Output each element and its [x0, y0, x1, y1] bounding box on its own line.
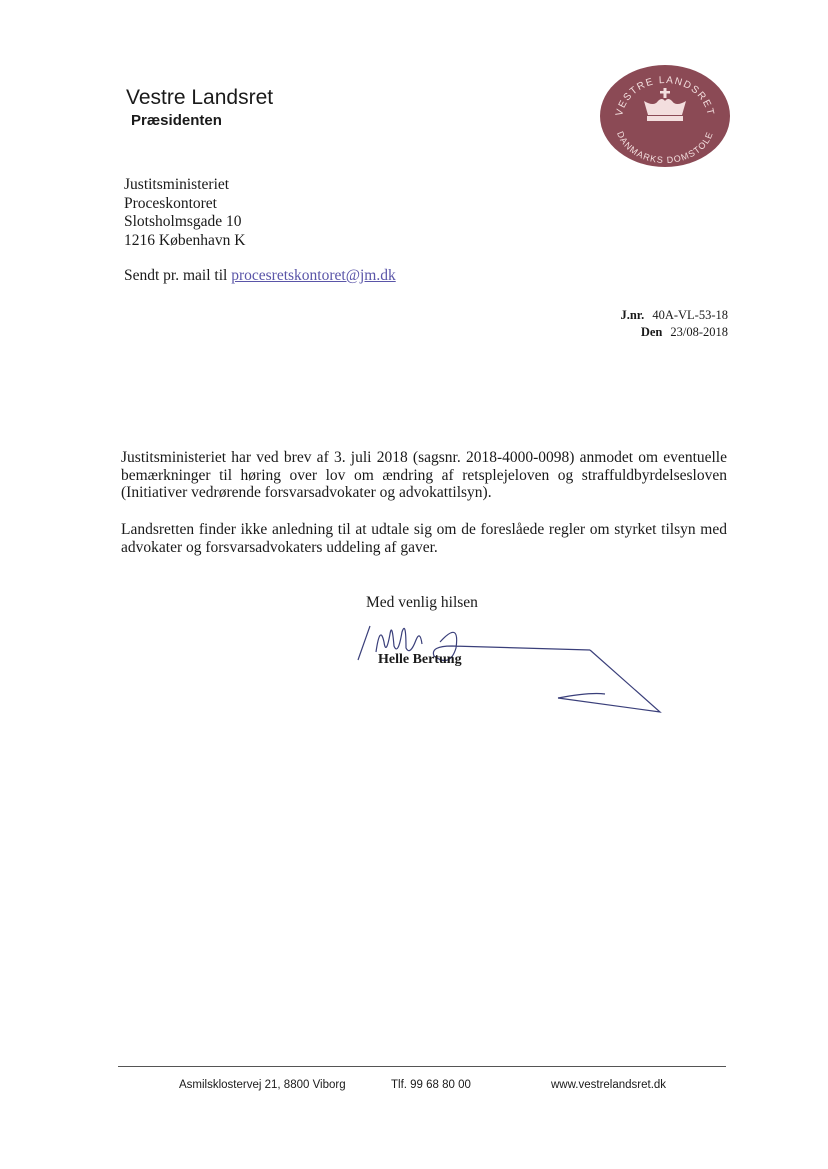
- body-paragraph: Landsretten finder ikke anledning til at udtale sig om de foreslåede regler om styrket tilsyn med advokater og forsvarsadvokaters uddeling af gaver.: [121, 521, 727, 556]
- journal-label: J.nr.: [620, 308, 645, 322]
- date-label: Den: [640, 325, 663, 339]
- court-seal: [598, 63, 732, 169]
- footer-divider: [118, 1066, 726, 1067]
- sent-line: [124, 267, 396, 285]
- closing-greeting: Med venlig hilsen: [366, 594, 478, 611]
- seal-bottom-text: DANMARKS DOMSTOLE: [614, 129, 715, 166]
- recipient-line: Slotsholmsgade 10: [124, 213, 242, 230]
- footer-address: Asmilsklostervej 21, 8800 Viborg: [179, 1079, 346, 1091]
- recipient-line: 1216 København K: [124, 232, 246, 249]
- sent-label: Sendt pr. mail til: [124, 267, 228, 284]
- seal-top-text: VESTRE LANDSRET: [614, 74, 716, 118]
- footer-website[interactable]: www.vestrelandsret.dk: [551, 1079, 667, 1091]
- body-paragraph: Justitsministeriet har ved brev af 3. juli 2018 (sagsnr. 2018-4000-0098) anmodet om eventuelle bemærkninger til høring over lov om ændring af retsplejeloven og straffuldbyrdelsesloven (Initiativer vedrørende forsvarsadvokater og advokattilsyn).: [121, 449, 727, 501]
- footer-phone: Tlf. 99 68 80 00: [391, 1079, 471, 1091]
- journal-number: [620, 308, 728, 323]
- email-link[interactable]: procesretskontoret@jm.dk: [231, 267, 396, 284]
- recipient-line: Proceskontoret: [124, 195, 217, 212]
- court-office: Præsidenten: [131, 112, 222, 129]
- date-value: 23/08-2018: [670, 325, 728, 339]
- signer-name: Helle Bertung: [378, 652, 462, 667]
- recipient-line: Justitsministeriet: [124, 176, 230, 193]
- journal-value: 40A-VL-53-18: [652, 308, 728, 322]
- letter-date: [641, 325, 728, 340]
- court-name: Vestre Landsret: [126, 86, 274, 109]
